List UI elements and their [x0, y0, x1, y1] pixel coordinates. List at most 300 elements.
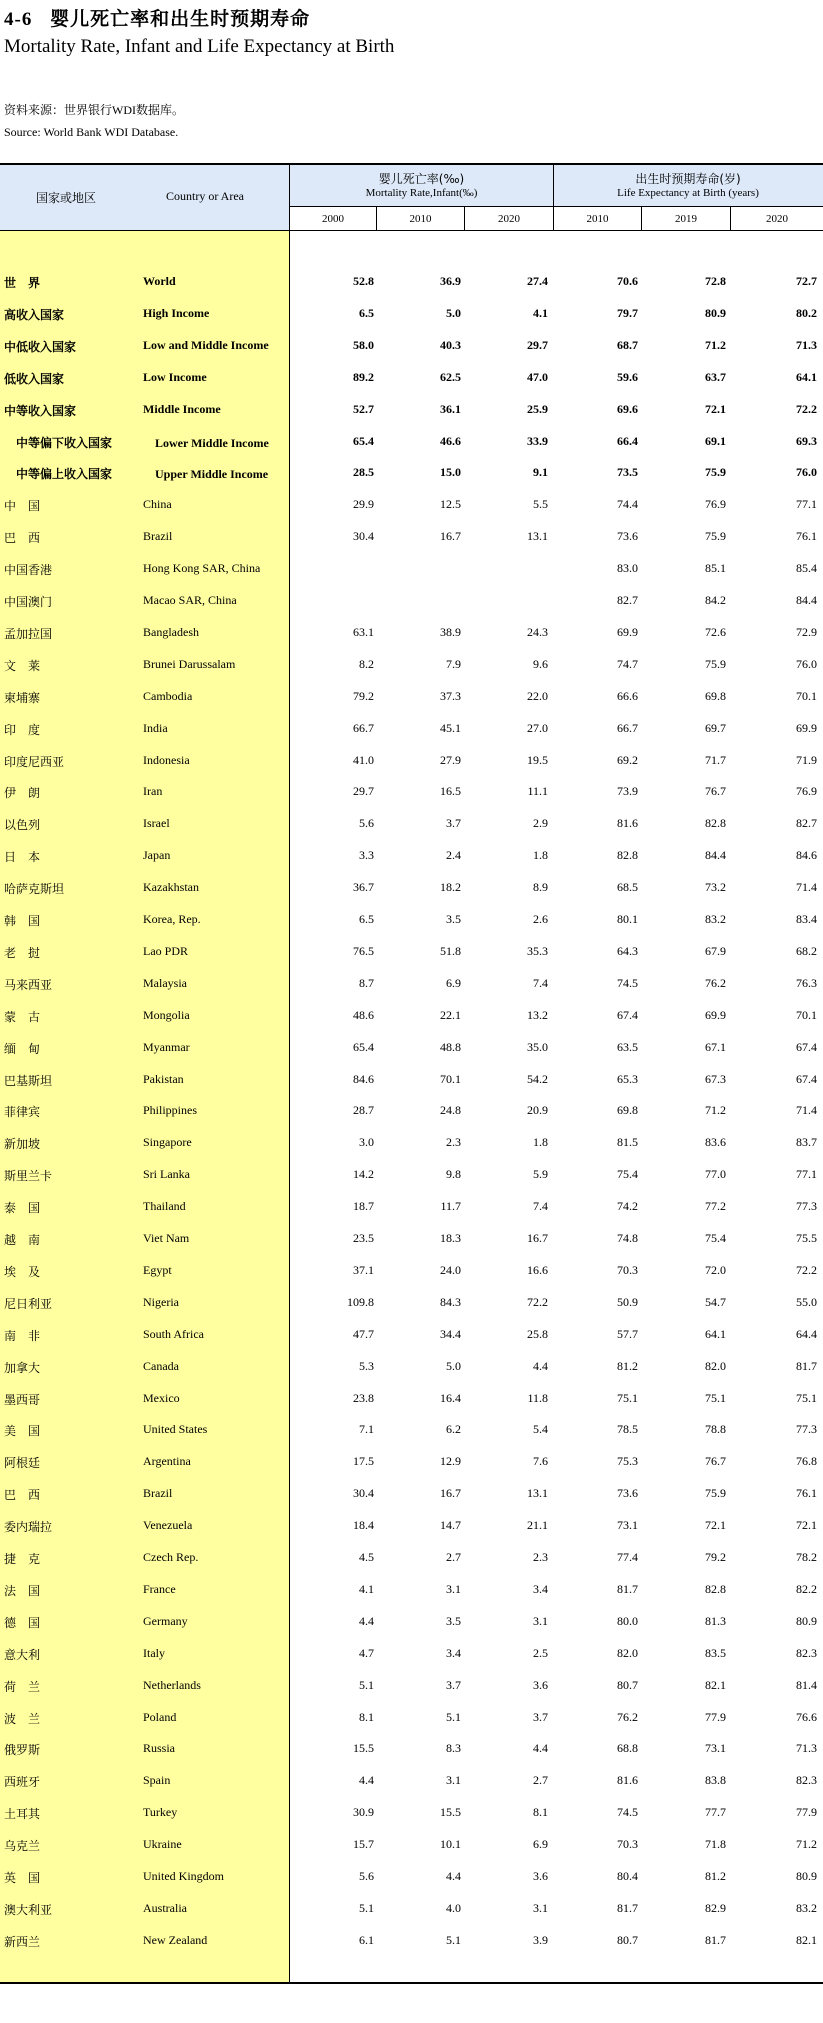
row-label-cn: 世 界 — [4, 276, 41, 290]
row-label-cn: 尼日利亚 — [4, 1296, 53, 1311]
row-value: 20.9 — [527, 1103, 548, 1118]
row-value: 5.1 — [359, 1900, 374, 1915]
row-value: 67.4 — [617, 1007, 638, 1022]
row-value: 71.2 — [796, 1837, 817, 1852]
header-year-life-2010: 2010 — [586, 213, 609, 225]
row-value: 81.7 — [796, 1358, 817, 1373]
row-label-cn: 韩 国 — [4, 914, 41, 928]
row-value: 71.8 — [705, 1837, 726, 1852]
header-area-cn: 国家或地区 — [36, 191, 97, 205]
table-row — [0, 712, 823, 744]
row-value: 64.1 — [705, 1326, 726, 1341]
table-row — [0, 648, 823, 680]
data-table — [0, 163, 823, 1984]
row-value: 7.6 — [533, 1454, 548, 1469]
header-mortality-cn: 婴儿死亡率(‰) — [378, 172, 465, 186]
row-label-cn: 中国香港 — [4, 563, 53, 578]
row-label-en: Kazakhstan — [143, 880, 199, 895]
row-value: 51.8 — [440, 943, 461, 958]
row-value: 72.6 — [705, 624, 726, 639]
table-title-en: Mortality Rate, Infant and Life Expectancy at Birth — [4, 36, 395, 57]
row-value: 74.5 — [617, 1805, 638, 1820]
row-value: 6.9 — [446, 975, 461, 990]
row-value: 36.9 — [440, 274, 461, 288]
row-label-cn: 马来西亚 — [4, 977, 53, 992]
row-value: 89.2 — [353, 369, 374, 384]
row-label-cn: 日 本 — [4, 850, 41, 865]
row-value: 48.6 — [353, 1007, 374, 1022]
row-label-cn: 南 非 — [4, 1328, 41, 1343]
header-bottom-rule — [0, 230, 823, 231]
row-value: 85.4 — [796, 561, 817, 576]
row-label-en: Upper Middle Income — [143, 467, 269, 482]
row-label-cn: 俄罗斯 — [4, 1743, 41, 1758]
row-value: 74.7 — [617, 656, 638, 671]
row-value: 71.3 — [796, 337, 817, 352]
row-value: 58.0 — [353, 337, 374, 352]
table-row — [0, 1254, 823, 1286]
row-value: 74.2 — [617, 1199, 638, 1214]
table-row — [0, 329, 823, 361]
table-row — [0, 999, 823, 1031]
row-label-cn: 斯里兰卡 — [4, 1169, 53, 1184]
row-value: 41.0 — [353, 752, 374, 767]
table-row — [0, 1701, 823, 1733]
row-label-cn: 缅 甸 — [4, 1041, 41, 1056]
row-value: 4.1 — [533, 305, 548, 320]
row-value: 5.3 — [359, 1358, 374, 1373]
table-row — [0, 967, 823, 999]
row-value: 73.6 — [617, 529, 638, 544]
row-value: 5.1 — [446, 1709, 461, 1724]
row-value: 76.8 — [796, 1454, 817, 1469]
row-label-en: United States — [143, 1422, 208, 1437]
row-value: 9.8 — [446, 1167, 461, 1182]
row-label-en: Myanmar — [143, 1039, 190, 1054]
row-value: 109.8 — [347, 1294, 374, 1309]
row-label-en: Poland — [143, 1709, 177, 1724]
row-value: 83.4 — [796, 912, 817, 926]
row-label-en: Canada — [143, 1358, 179, 1373]
row-value: 19.5 — [527, 752, 548, 767]
row-label-en: Hong Kong SAR, China — [143, 561, 261, 576]
table-row — [0, 1732, 823, 1764]
table-row — [0, 744, 823, 776]
row-value: 72.1 — [796, 1518, 817, 1533]
row-value: 77.1 — [796, 497, 817, 512]
row-value: 2.5 — [533, 1645, 548, 1660]
row-value: 82.3 — [796, 1645, 817, 1660]
row-value: 70.3 — [617, 1262, 638, 1277]
row-value: 17.5 — [353, 1454, 374, 1469]
row-value: 36.7 — [353, 880, 374, 895]
row-value: 82.9 — [705, 1900, 726, 1915]
row-value: 84.3 — [440, 1294, 461, 1309]
row-value: 79.2 — [705, 1550, 726, 1564]
row-value: 45.1 — [440, 720, 461, 735]
header-year-life-2020: 2020 — [766, 213, 788, 225]
table-row — [0, 1126, 823, 1158]
row-value: 37.3 — [440, 688, 461, 703]
row-value: 36.1 — [440, 401, 461, 416]
table-row — [0, 1509, 823, 1541]
row-value: 81.7 — [617, 1900, 638, 1915]
row-value: 77.3 — [796, 1422, 817, 1437]
row-value: 52.8 — [353, 274, 374, 288]
row-value: 82.3 — [796, 1773, 817, 1788]
row-value: 3.7 — [533, 1709, 548, 1724]
row-value: 3.1 — [446, 1773, 461, 1788]
row-value: 80.1 — [617, 912, 638, 926]
row-value: 66.4 — [617, 433, 638, 448]
row-value: 77.9 — [705, 1709, 726, 1724]
header-year-mortality-2010: 2010 — [409, 213, 432, 225]
table-row — [0, 1860, 823, 1892]
row-value: 14.7 — [440, 1518, 461, 1533]
row-value: 72.0 — [705, 1262, 726, 1277]
row-value: 69.9 — [705, 1007, 726, 1022]
row-value: 66.7 — [353, 720, 374, 735]
row-label-en: Low Income — [143, 369, 207, 384]
row-label-en: Italy — [143, 1645, 165, 1660]
table-row — [0, 1063, 823, 1095]
row-label-en: World — [143, 274, 176, 288]
table-row — [0, 871, 823, 903]
row-value: 5.1 — [359, 1677, 374, 1692]
row-value: 27.0 — [527, 720, 548, 735]
row-label-cn: 土耳其 — [4, 1807, 41, 1822]
row-label-en: Brunei Darussalam — [143, 656, 236, 671]
table-row — [0, 1158, 823, 1190]
table-row — [0, 552, 823, 584]
table-row — [0, 1605, 823, 1637]
row-value: 74.5 — [617, 975, 638, 990]
row-label-cn: 意大利 — [4, 1647, 41, 1662]
row-value: 84.6 — [796, 848, 817, 863]
row-label-en: Australia — [143, 1900, 187, 1915]
row-label-en: Israel — [143, 816, 170, 831]
row-value: 55.0 — [796, 1294, 817, 1309]
table-row — [0, 1637, 823, 1669]
row-value: 82.8 — [617, 848, 638, 863]
row-value: 82.0 — [705, 1358, 726, 1373]
row-value: 69.7 — [705, 720, 726, 735]
row-value: 3.0 — [359, 1135, 374, 1150]
row-label-en: Argentina — [143, 1454, 191, 1469]
row-value: 64.4 — [796, 1326, 817, 1341]
row-label-cn: 印 度 — [4, 722, 41, 737]
table-row — [0, 1573, 823, 1605]
row-value: 25.8 — [527, 1326, 548, 1341]
table-title-cn-text: 婴儿死亡率和出生时预期寿命 — [50, 9, 311, 30]
row-label-en: Lao PDR — [143, 943, 188, 958]
row-value: 80.2 — [796, 305, 817, 320]
header-year-mortality-2000: 2000 — [322, 213, 344, 225]
row-value: 4.4 — [359, 1613, 374, 1628]
header-mortality-en: Mortality Rate,Infant(‰) — [365, 187, 478, 199]
row-value: 4.1 — [359, 1581, 374, 1596]
row-label-cn: 英 国 — [4, 1871, 41, 1885]
row-label-cn: 中等收入国家 — [4, 403, 77, 418]
table-row — [0, 616, 823, 648]
row-label-cn: 高收入国家 — [4, 307, 65, 322]
row-label-en: New Zealand — [143, 1932, 208, 1947]
row-value: 72.2 — [527, 1294, 548, 1309]
row-value: 6.2 — [446, 1422, 461, 1437]
row-value: 71.7 — [705, 752, 726, 767]
row-value: 33.9 — [527, 433, 548, 448]
row-value: 75.1 — [617, 1390, 638, 1405]
row-value: 48.8 — [440, 1039, 461, 1054]
row-value: 3.1 — [533, 1613, 548, 1628]
row-label-en: Low and Middle Income — [143, 337, 269, 352]
row-value: 79.7 — [617, 305, 638, 320]
row-value: 75.5 — [796, 1231, 817, 1245]
row-value: 5.1 — [446, 1932, 461, 1947]
row-value: 81.2 — [705, 1869, 726, 1883]
row-label-cn: 法 国 — [4, 1583, 41, 1598]
row-value: 69.1 — [705, 433, 726, 448]
group-header-rule — [290, 206, 823, 207]
row-label-en: Philippines — [143, 1103, 198, 1118]
header-life-en: Life Expectancy at Birth (years) — [617, 187, 759, 199]
row-label-en: Japan — [143, 848, 171, 863]
table-bottom-rule — [0, 1982, 823, 1984]
row-label-cn: 伊 朗 — [4, 786, 41, 801]
row-value: 6.5 — [359, 305, 374, 320]
row-value: 82.2 — [796, 1581, 817, 1596]
row-label-cn: 美 国 — [4, 1424, 41, 1439]
row-value: 15.5 — [353, 1741, 374, 1756]
row-value: 22.0 — [527, 688, 548, 703]
row-label-cn: 巴 西 — [4, 1488, 41, 1503]
row-value: 70.3 — [617, 1837, 638, 1852]
row-value: 46.6 — [440, 433, 461, 448]
row-value: 77.3 — [796, 1199, 817, 1214]
row-value: 13.2 — [527, 1007, 548, 1022]
row-value: 29.7 — [353, 784, 374, 799]
row-value: 71.2 — [705, 1103, 726, 1118]
row-label-en: Brazil — [143, 529, 173, 544]
row-value: 71.9 — [796, 752, 817, 767]
row-label-cn: 老 挝 — [4, 945, 41, 960]
row-value: 84.4 — [796, 593, 817, 607]
row-value: 71.4 — [796, 880, 817, 895]
row-label-cn: 委内瑞拉 — [4, 1520, 53, 1535]
row-value: 63.1 — [353, 624, 374, 639]
row-value: 3.7 — [446, 1677, 461, 1692]
row-value: 40.3 — [440, 337, 461, 352]
row-label-en: Mexico — [143, 1390, 180, 1405]
row-value: 81.2 — [617, 1358, 638, 1373]
row-label-en: India — [143, 720, 168, 735]
row-value: 8.1 — [533, 1805, 548, 1820]
row-label-en: Egypt — [143, 1262, 172, 1277]
row-value: 18.2 — [440, 880, 461, 895]
row-value: 3.1 — [446, 1581, 461, 1596]
row-value: 13.1 — [527, 1486, 548, 1501]
row-label-en: Russia — [143, 1741, 176, 1756]
row-value: 64.1 — [796, 369, 817, 384]
row-value: 76.2 — [705, 975, 726, 990]
row-label-cn: 巴基斯坦 — [4, 1073, 53, 1088]
row-label-cn: 西班牙 — [4, 1775, 41, 1790]
row-value: 59.6 — [617, 369, 638, 384]
row-value: 47.7 — [353, 1326, 374, 1341]
row-value: 65.4 — [353, 433, 374, 448]
row-label-cn: 印度尼西亚 — [4, 754, 65, 769]
row-value: 73.5 — [617, 465, 638, 480]
row-value: 5.6 — [359, 816, 374, 831]
row-value: 82.1 — [705, 1677, 726, 1692]
row-value: 1.8 — [533, 848, 548, 863]
row-value: 77.0 — [705, 1167, 726, 1182]
row-value: 75.9 — [705, 529, 726, 544]
row-value: 82.7 — [617, 593, 638, 607]
table-row — [0, 265, 823, 297]
row-value: 23.5 — [353, 1231, 374, 1245]
row-value: 76.3 — [796, 975, 817, 990]
row-label-en: High Income — [143, 305, 210, 320]
row-value: 65.3 — [617, 1071, 638, 1086]
table-row — [0, 1669, 823, 1701]
row-value: 57.7 — [617, 1326, 638, 1341]
row-label-cn: 中等偏下收入国家 — [4, 435, 113, 450]
row-value: 74.8 — [617, 1231, 638, 1245]
row-label-en: France — [143, 1581, 176, 1596]
row-value: 3.4 — [533, 1581, 548, 1596]
row-label-en: Mongolia — [143, 1007, 190, 1022]
row-value: 81.6 — [617, 1773, 638, 1788]
row-value: 30.4 — [353, 529, 374, 544]
table-top-rule — [0, 163, 823, 165]
source-note-cn: 资料来源：世界银行WDI数据库。 — [4, 103, 184, 117]
table-row — [0, 1477, 823, 1509]
row-value: 75.9 — [705, 656, 726, 671]
row-label-en: Macao SAR, China — [143, 593, 237, 607]
row-value: 16.5 — [440, 784, 461, 799]
row-value: 11.7 — [440, 1199, 461, 1214]
row-value: 8.7 — [359, 975, 374, 990]
table-row — [0, 680, 823, 712]
row-value: 78.5 — [617, 1422, 638, 1437]
row-value: 73.6 — [617, 1486, 638, 1501]
row-label-en: Nigeria — [143, 1294, 179, 1309]
row-value: 76.9 — [705, 497, 726, 512]
row-value: 71.4 — [796, 1103, 817, 1118]
row-value: 12.9 — [440, 1454, 461, 1469]
row-value: 70.1 — [796, 1007, 817, 1022]
row-value: 2.9 — [533, 816, 548, 831]
row-label-cn: 文 莱 — [4, 658, 41, 673]
row-value: 78.2 — [796, 1550, 817, 1564]
row-label-cn: 越 南 — [4, 1233, 41, 1247]
table-row — [0, 1445, 823, 1477]
row-value: 75.1 — [796, 1390, 817, 1405]
row-label-en: Pakistan — [143, 1071, 184, 1086]
row-label-cn: 新西兰 — [4, 1934, 41, 1949]
table-row — [0, 1764, 823, 1796]
header-year-life-2019: 2019 — [675, 213, 697, 225]
table-number: 4-6 — [4, 9, 33, 30]
row-value: 1.8 — [533, 1135, 548, 1150]
row-value: 2.3 — [533, 1550, 548, 1564]
row-label-en: Venezuela — [143, 1518, 193, 1533]
row-value: 5.4 — [533, 1422, 548, 1437]
table-row — [0, 1094, 823, 1126]
row-value: 82.8 — [705, 816, 726, 831]
table-row — [0, 935, 823, 967]
row-value: 16.6 — [527, 1262, 548, 1277]
row-label-en: Netherlands — [143, 1677, 201, 1692]
row-label-cn: 中等偏上收入国家 — [4, 467, 113, 482]
row-label-cn: 澳大利亚 — [4, 1902, 53, 1917]
row-value: 69.8 — [705, 688, 726, 703]
row-value: 70.6 — [617, 274, 638, 288]
row-label-cn: 捷 克 — [4, 1552, 41, 1566]
row-value: 83.6 — [705, 1135, 726, 1150]
row-value: 82.0 — [617, 1645, 638, 1660]
row-value: 73.9 — [617, 784, 638, 799]
header-life-cn: 出生时预期寿命(岁) — [635, 172, 741, 186]
row-value: 68.7 — [617, 337, 638, 352]
row-value: 8.2 — [359, 656, 374, 671]
row-value: 75.3 — [617, 1454, 638, 1469]
row-value: 37.1 — [353, 1262, 374, 1277]
row-value: 5.6 — [359, 1869, 374, 1883]
row-label-cn: 菲律宾 — [4, 1105, 41, 1120]
row-value: 72.8 — [705, 274, 726, 288]
row-value: 8.3 — [446, 1741, 461, 1756]
row-label-cn: 中低收入国家 — [4, 339, 77, 354]
row-value: 5.5 — [533, 497, 548, 512]
row-value: 72.7 — [796, 274, 817, 288]
table-row — [0, 1318, 823, 1350]
row-value: 72.2 — [796, 1262, 817, 1277]
row-value: 4.7 — [359, 1645, 374, 1660]
row-value: 30.4 — [353, 1486, 374, 1501]
row-value: 80.7 — [617, 1677, 638, 1692]
row-value: 73.1 — [617, 1518, 638, 1533]
row-label-cn: 中 国 — [4, 499, 41, 514]
row-value: 81.3 — [705, 1613, 726, 1628]
table-row — [0, 520, 823, 552]
row-value: 35.3 — [527, 943, 548, 958]
row-label-en: Malaysia — [143, 975, 187, 990]
row-value: 72.1 — [705, 401, 726, 416]
row-value: 75.4 — [617, 1167, 638, 1182]
row-value: 79.2 — [353, 688, 374, 703]
row-value: 69.8 — [617, 1103, 638, 1118]
row-value: 77.9 — [796, 1805, 817, 1820]
table-row — [0, 488, 823, 520]
row-value: 69.9 — [796, 720, 817, 735]
row-label-cn: 埃 及 — [4, 1264, 41, 1279]
row-value: 68.8 — [617, 1741, 638, 1756]
table-row — [0, 807, 823, 839]
row-label-cn: 墨西哥 — [4, 1392, 41, 1407]
row-value: 7.4 — [533, 1199, 548, 1214]
row-label-en: Czech Rep. — [143, 1550, 199, 1564]
row-value: 76.6 — [796, 1709, 817, 1724]
row-value: 9.6 — [533, 656, 548, 671]
row-value: 83.8 — [705, 1773, 726, 1788]
row-value: 16.7 — [440, 529, 461, 544]
row-value: 24.8 — [440, 1103, 461, 1118]
row-label-en: Indonesia — [143, 752, 190, 767]
row-label-cn: 波 兰 — [4, 1711, 41, 1726]
table-row — [0, 1828, 823, 1860]
